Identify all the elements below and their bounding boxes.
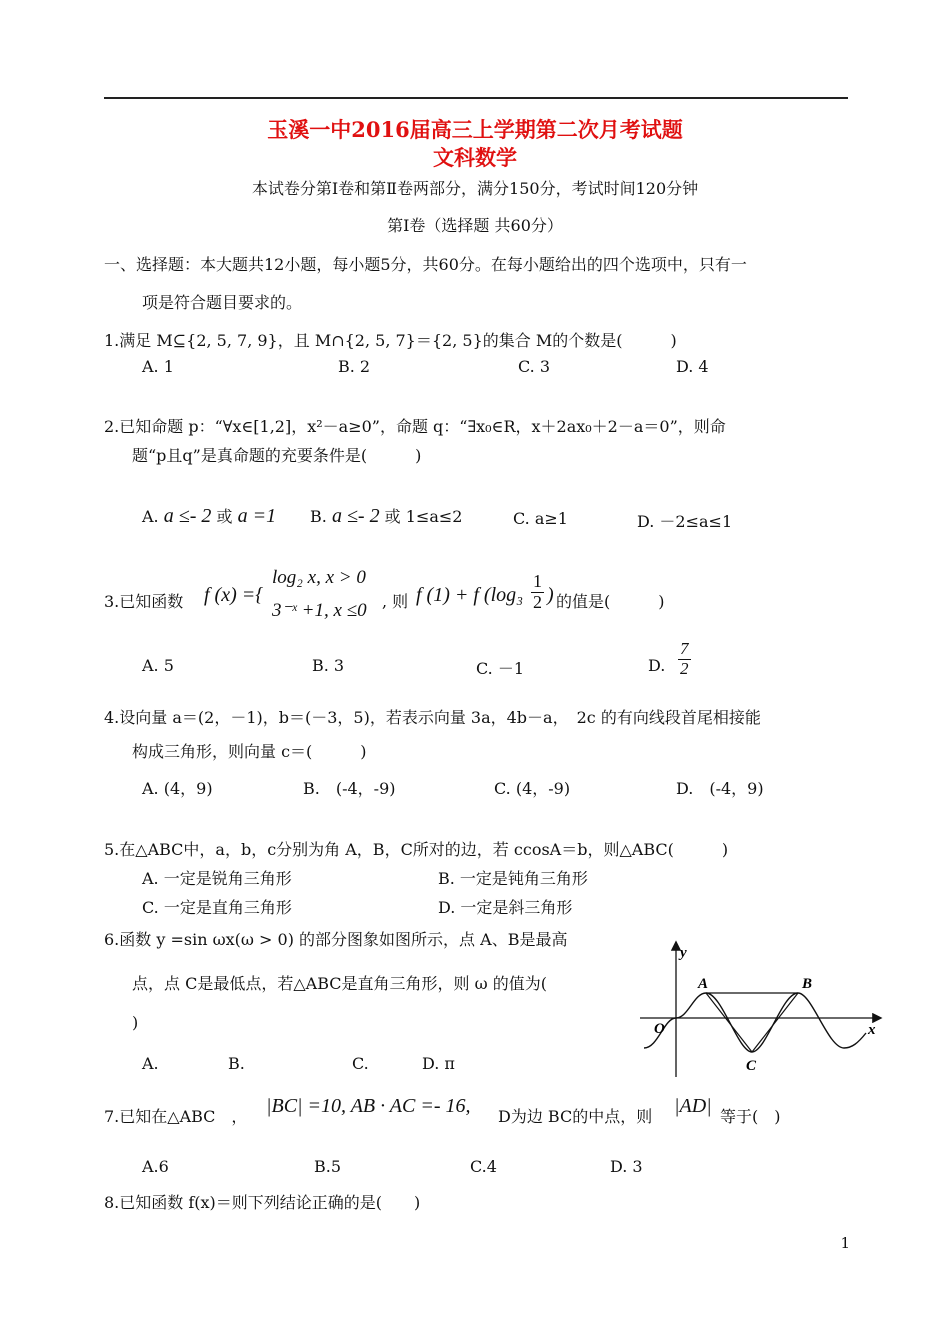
q2-b-rest: 或 1≤a≤2 <box>384 507 463 526</box>
q1-option-a: A. 1 <box>142 357 174 376</box>
q4-option-d: D. (-4，9) <box>676 779 764 798</box>
q6-stem-line3: ) <box>132 1013 139 1032</box>
exam-subtitle: 文科数学 <box>433 145 517 170</box>
q2-option-b <box>310 504 462 528</box>
q3-tail: 的值是( ) <box>556 592 665 611</box>
segment-ac <box>706 993 752 1052</box>
q1-option-c: C. 3 <box>518 357 551 376</box>
q2-b-math: a ≤- 2 <box>331 505 380 527</box>
q1-option-b: B. 2 <box>338 357 371 376</box>
q7-option-d: D. 3 <box>610 1157 643 1176</box>
graph-point-a: A <box>698 976 709 992</box>
graph-y-label: y <box>680 945 687 961</box>
q6-option-c: C. <box>352 1054 369 1073</box>
intro-text: 本试卷分第Ⅰ卷和第Ⅱ卷两部分，满分150分，考试时间120分钟 <box>251 179 699 198</box>
sine-graph <box>630 935 890 1080</box>
q2-a-prefix: A. <box>142 507 164 526</box>
sine-curve <box>644 993 866 1052</box>
q2-stem-line1: 2.已知命题 p：“∀x∈[1,2]，x²－a≥0”，命题 q：“∃x₀∈R，x＋2ax₀＋2－a＝0”，则命 <box>104 417 726 436</box>
graph-origin-label: O <box>654 1021 665 1037</box>
q5-option-a: A. 一定是锐角三角形 <box>142 869 292 888</box>
q6-option-b: B. <box>228 1054 245 1073</box>
q2-option-a <box>142 504 276 528</box>
q3-half-fraction <box>531 572 544 613</box>
q7-option-a: A.6 <box>142 1157 169 1176</box>
page-number: 1 <box>840 1234 850 1252</box>
q2-a-or: 或 <box>216 507 233 526</box>
q5-option-c: C. 一定是直角三角形 <box>142 898 292 917</box>
part1-instructions-line1: 一、选择题：本大题共12小题，每小题5分，共60分。在每小题给出的四个选项中，只有一 <box>104 255 747 274</box>
graph-point-b: B <box>802 976 813 992</box>
q3-option-b: B. 3 <box>312 656 345 675</box>
q4-option-a: A. (4，9) <box>142 779 213 798</box>
exam-title: 玉溪一中2016届高三上学期第二次月考试题 <box>267 117 683 142</box>
q5-option-b: B. 一定是钝角三角形 <box>438 869 588 888</box>
q6-stem-line1: 6.函数 y =sin ωx(ω > 0) 的部分图象如图所示，点 A、B是最高 <box>104 930 568 949</box>
q7-tail: 等于( ) <box>720 1107 781 1126</box>
section-heading: 第Ⅰ卷（选择题 共60分） <box>387 216 563 235</box>
q1-option-d: D. 4 <box>676 357 709 376</box>
q7-prefix: 7.已知在△ABC ， <box>104 1107 248 1126</box>
part1-instructions-line2: 项是符合题目要求的。 <box>142 293 303 312</box>
q3-option-c: C. －1 <box>476 659 525 678</box>
q2-option-d: D. －2≤a≤1 <box>637 512 733 531</box>
q3-prefix: 3.已知函数 <box>104 592 184 611</box>
q7-option-c: C.4 <box>470 1157 497 1176</box>
top-rule <box>104 97 848 99</box>
q3-option-d-fraction <box>678 640 691 678</box>
q2-b-prefix: B. <box>310 507 332 526</box>
q2-a-math1: a ≤- 2 <box>163 505 212 527</box>
q3-option-a: A. 5 <box>142 656 174 675</box>
q3-half-den: 2 <box>533 591 542 612</box>
q3-case2: 3⁻ˣ +1, x ≤0 <box>272 600 367 621</box>
q7-ad-magnitude: |AD| <box>674 1095 712 1117</box>
q3-expression: f (1) + f (log₃ <box>416 584 524 606</box>
q3-half-num: 1 <box>533 571 542 591</box>
graph-x-label: x <box>868 1022 876 1038</box>
q3-option-d: D. <box>648 656 666 675</box>
q7-condition: |BC| =10, AB · AC =- 16, <box>266 1095 471 1117</box>
q2-stem-line2: 题“p且q”是真命题的充要条件是( ) <box>132 446 422 465</box>
q2-a-math2: a =1 <box>237 505 277 527</box>
q8-stem: 8.已知函数 f(x)＝则下列结论正确的是( ) <box>104 1193 421 1212</box>
q5-stem: 5.在△ABC中，a，b，c分别为角 A，B，C所对的边，若 ccosA＝b，则△ABC( ) <box>104 840 729 859</box>
q6-option-d: D. π <box>422 1054 455 1073</box>
graph-point-c: C <box>746 1058 757 1074</box>
q3-then: , 则 <box>382 592 409 611</box>
q4-stem-line1: 4.设向量 a＝(2，－1)，b＝(－3，5)，若表示向量 3a，4b－a， 2c 的有向线段首尾相接能 <box>104 708 761 727</box>
q4-option-b: B. (-4，-9) <box>303 779 396 798</box>
q7-option-b: B.5 <box>314 1157 342 1176</box>
q4-option-c: C. (4，-9) <box>494 779 571 798</box>
q3-d-num: 7 <box>680 639 689 658</box>
q3-case1: log₂ x, x > 0 <box>272 567 366 588</box>
q1-stem: 1.满足 M⊆{2, 5, 7, 9}，且 M∩{2, 5, 7}＝{2, 5}的集合 M的个数是( ) <box>104 331 677 350</box>
q4-stem-line2: 构成三角形，则向量 c＝( ) <box>132 742 367 761</box>
q3-function-lhs: f (x) ={ <box>204 584 264 606</box>
q6-stem-line2: 点，点 C是最低点，若△ABC是直角三角形，则 ω 的值为( <box>132 974 547 993</box>
q2-option-c: C. a≥1 <box>513 509 568 528</box>
q6-option-a: A. <box>142 1054 159 1073</box>
q7-mid: D为边 BC的中点，则 <box>498 1107 653 1126</box>
segment-bc <box>752 993 798 1052</box>
q5-option-d: D. 一定是斜三角形 <box>438 898 573 917</box>
q3-close-paren: ) <box>547 584 554 606</box>
q3-d-den: 2 <box>680 658 689 678</box>
